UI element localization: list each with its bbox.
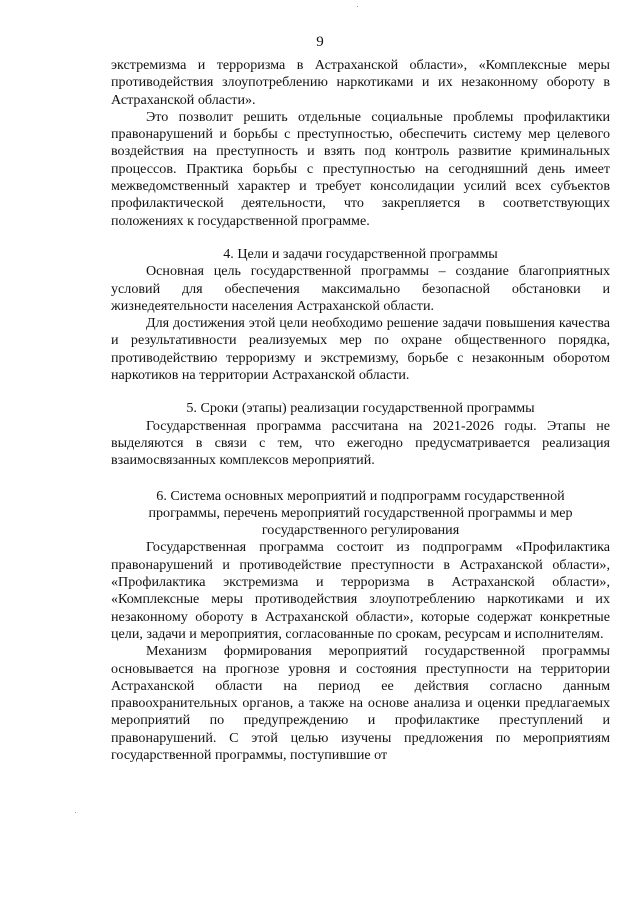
section-4-heading: 4. Цели и задачи государственной программы: [223, 245, 498, 262]
scan-speck: [75, 812, 76, 813]
section-4-paragraph-tasks: Для достижения этой цели необходимо решение задачи повышения качества и результативности реализуемых мер по охране общественного порядка, противодействию терроризму и экстремизму, борьбе с незаконным оборотом наркотиков на территории Астраханской области.: [111, 315, 610, 384]
section-6-paragraph-mechanism: Механизм формирования мероприятий государственной программы основывается на прогнозе уровня и состояния преступности на территории Астраханской области на период ее действия согласно данным правоохранительных органов, а также на основе анализа и оценки предлагаемых мероприятий по предупреждению и профилактике преступлений и правонарушений. С этой целью изучены предложения по мероприятиям государственной программы, поступившие от: [111, 643, 610, 763]
section-6-heading-line: программы, перечень мероприятий государственной программы и мер: [148, 504, 573, 521]
section-5-paragraph-terms: Государственная программа рассчитана на 2021-2026 годы. Этапы не выделяются в связи с тем, что ежегодно предусматривается реализация взаимосвязанных комплексов мероприятий.: [111, 417, 610, 469]
scan-speck: [357, 6, 358, 7]
document-body: [111, 57, 610, 764]
section-6-heading-line: 6. Система основных мероприятий и подпрограмм государственной: [156, 487, 565, 504]
section-6-heading: [111, 488, 610, 540]
section-5-heading: 5. Сроки (этапы) реализации государственной программы: [186, 400, 535, 417]
paragraph-continuation: экстремизма и терроризма в Астраханской области», «Комплексные меры противодействия злоупотреблению наркотиками и их незаконному обороту в Астраханской области».: [111, 57, 610, 108]
page-number: 9: [316, 34, 324, 50]
paragraph-allows: Это позволит решить отдельные социальные проблемы профилактики правонарушений и борьбы с преступностью, обеспечить систему мер целевого воздействия на преступность и взять под контроль развитие криминальных процессов. Практика борьбы с преступностью на сегодняшний день имеет межведомственный характер и требует консолидации усилий всех субъектов профилактической деятельности, что закрепляется в соответствующих положениях к государственной программе.: [111, 108, 610, 229]
section-6-paragraph-subprograms: Государственная программа состоит из подпрограмм «Профилактика правонарушений и противодействие преступности в Астраханской области», «Профилактика экстремизма и терроризма в Астраханской области», «Комплексные меры противодействия злоупотреблению наркотиками и их незаконному обороту в Астраханской области», которые содержат конкретные цели, задачи и мероприятия, согласованные по срокам, ресурсам и исполнителям.: [111, 539, 610, 642]
section-4-paragraph-goal: Основная цель государственной программы – создание благоприятных условий для обеспечения максимально безопасной обстановки и жизнедеятельности населения Астраханской области.: [111, 263, 610, 314]
section-6-heading-line: государственного регулирования: [261, 522, 460, 539]
